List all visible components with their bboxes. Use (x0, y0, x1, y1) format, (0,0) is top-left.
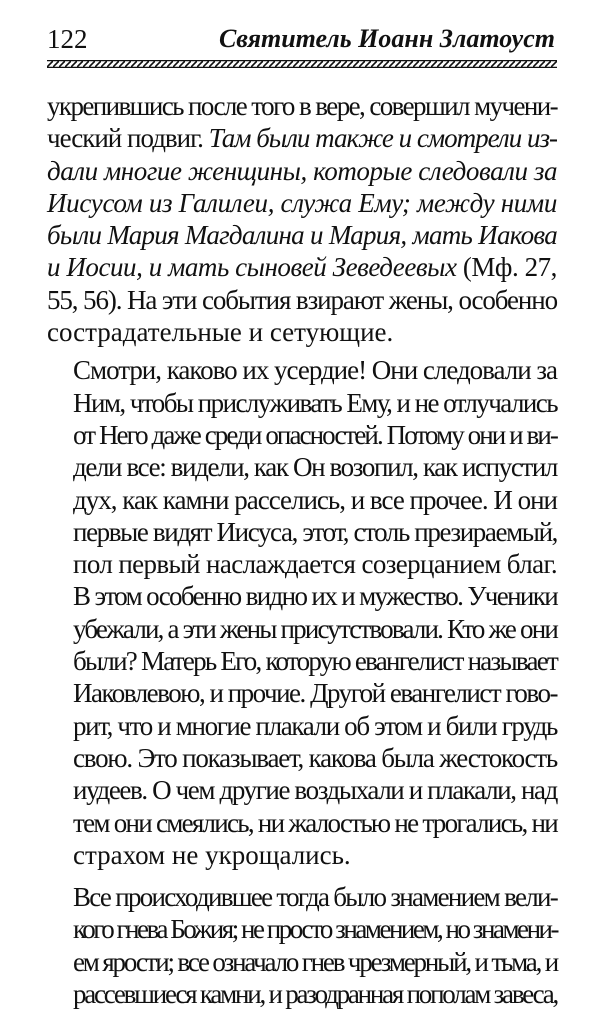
text-line: дели все: видели, как Он возопил, как испустил (73, 452, 557, 483)
scripture-reference: (Мф. 27, (456, 252, 557, 283)
text-run: ческий подвиг. (47, 123, 209, 154)
text-line: были? Матерь Его, которую евангелист называет (73, 646, 557, 677)
text-line: рит, что и многие плакали об этом и били грудь (73, 710, 557, 741)
text-line: иудеев. О чем другие воздыхали и плакали, над (73, 775, 557, 806)
page-number: 122 (47, 24, 88, 54)
scripture-quote: дали многие женщины, которые следовали за (47, 155, 558, 186)
scripture-quote: были Мария Магдалина и Мария, мать Иакова (47, 220, 558, 251)
text-line: ем ярости; все означало гнев чрезмерный, и тьма, и (73, 946, 558, 977)
scripture-quote: и Иосии, и мать сыновей Зеведеевых (47, 252, 457, 283)
running-head (47, 22, 555, 58)
text-line: пол первый наслаждается созерцанием благ. (73, 549, 557, 580)
text-line: тем они смеялись, ни жалостью не трогались, ни (73, 807, 557, 838)
text-line: Иаковлевою, и прочие. Другой евангелист гово- (73, 678, 557, 709)
text-line: Смотри, каково их усердие! Они следовали за (73, 355, 558, 386)
text-line: страхом не укрощались. (73, 839, 351, 870)
text-line: укрепившись после того в вере, совершил мучени- (47, 91, 558, 121)
paragraph-1 (47, 90, 557, 348)
text-line: 55, 56). На эти события взирают жены, особенно (47, 284, 557, 315)
text-line: Ним, чтобы прислуживать Ему, и не отлучались (73, 387, 558, 418)
text-line: от Него даже среди опасностей. Потому они и ви- (73, 419, 557, 450)
text-line: первые видят Иисуса, этот, столь презираемый, (73, 516, 557, 547)
body-text (47, 90, 557, 1010)
text-line: Все происходившее тогда было знамением вели- (73, 882, 558, 913)
text-line: рассевшиеся камни, и разодранная пополам завеса, (73, 979, 558, 1010)
paragraph-3 (47, 881, 557, 1010)
paragraph-2 (47, 354, 557, 871)
running-title: Святитель Иоанн Златоуст (218, 24, 555, 53)
text-line: убежали, а эти жены присутствовали. Кто же они (73, 613, 557, 644)
decorative-rope-rule (47, 60, 557, 68)
scripture-quote: Там были также и смотрели из- (208, 123, 557, 154)
text-line: дух, как камни расселись, и все прочее. И они (73, 484, 557, 515)
scripture-quote: Иисусом из Галилеи, служа Ему; между ними (47, 187, 557, 218)
text-line (47, 122, 557, 154)
text-line (47, 251, 557, 283)
text-line: свою. Это показывает, какова была жестокость (73, 742, 557, 773)
text-line: В этом особенно видно их и мужество. Ученики (73, 581, 558, 612)
text-line: кого гнева Божия; не просто знамением, но знамени- (73, 914, 558, 945)
text-line: сострадательные и сетующие. (47, 317, 394, 348)
